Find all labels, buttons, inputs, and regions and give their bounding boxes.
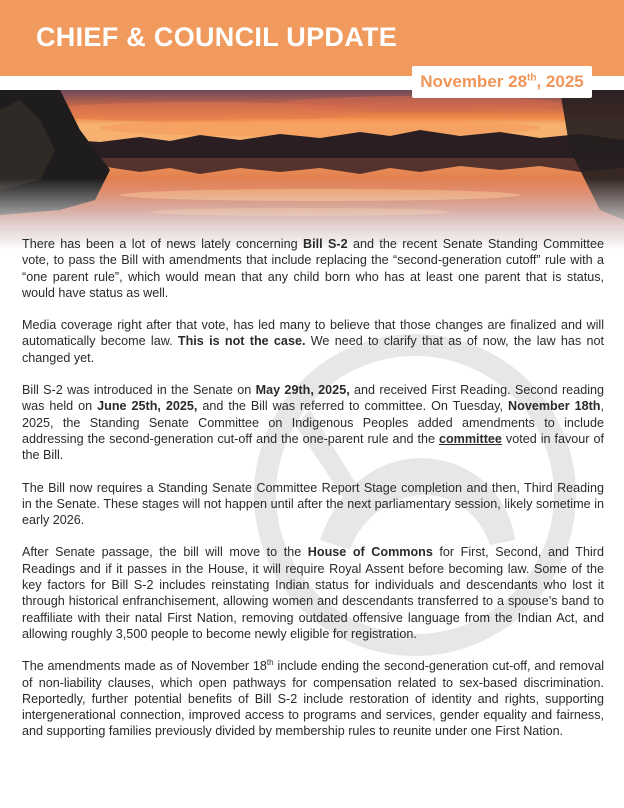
date-year: , 2025: [536, 72, 584, 91]
paragraph-2: [22, 317, 604, 366]
date-badge: [412, 66, 592, 98]
p3-text-c: and received First Reading. Second reading was held on: [22, 383, 605, 414]
p6-text-a: The amendments made as of November 18: [22, 659, 267, 674]
date-suffix: th: [527, 72, 537, 84]
paragraph-5: [22, 544, 604, 642]
article-body: [22, 236, 604, 756]
p1-text-a: There has been a lot of news lately concerning: [22, 237, 303, 251]
paragraph-4: [22, 480, 604, 529]
p3-text-i: voted in favour of the Bill.: [22, 431, 604, 463]
p2-text-c: We need to clarify that as of now, the law has not changed yet.: [22, 334, 604, 365]
p1-bold-bill: Bill S-2: [303, 237, 348, 251]
p2-bold-not-case: This is not the case.: [177, 334, 306, 349]
p3-text-a: Bill S-2 was introduced in the Senate on: [22, 383, 256, 398]
p3-bold-june: June 25th, 2025,: [97, 399, 198, 414]
date-main: November 28: [420, 72, 528, 91]
p3-text-e: and the Bill was referred to committee. On Tuesday,: [197, 399, 509, 414]
page-title: CHIEF & COUNCIL UPDATE: [36, 22, 398, 52]
paragraph-3: [22, 382, 604, 463]
p6-text-b: include ending the second-generation cut-off, and removal of non-liability clauses, which open pathways for compensation related to sex-based discrimination. Reportedly, further potential benefits of Bill S-2 include restoration of identity and rights, supporting intergenerational connection, improved access to programs and services, gender equality and fairness, and supporting families previously divided by membership rules to reunite under one First Nation.: [22, 659, 604, 739]
sunset-lake-photo: [0, 90, 624, 250]
p6-sup: th: [266, 658, 274, 668]
p1-text-c: and the recent Senate Standing Committee vote, to pass the Bill with amendments that include replacing the “second-generation cutoff” rule with a “one parent rule”, which would mean that any child born who has at least one parent that is status, would have status as well.: [22, 237, 604, 300]
paragraph-6: [22, 658, 604, 739]
p5-bold-house: House of Commons: [307, 545, 433, 560]
p3-committee-link: committee: [438, 431, 502, 446]
paragraph-1: [22, 236, 604, 301]
p3-bold-may: May 29th, 2025,: [255, 383, 350, 398]
header-banner: [0, 0, 624, 76]
p3-bold-november: November 18th: [508, 399, 601, 414]
sunset-lake-image: [0, 90, 624, 250]
p2-text-a: Media coverage right after that vote, has led many to believe that those changes are finalized and will automatically become law.: [22, 318, 604, 349]
p3-text-g: , 2025, the Standing Senate Committee on Indigenous Peoples added amendments to include addressing the second-generation cut-off and the one-parent rule and the: [22, 399, 604, 446]
p4-text-a: The Bill now requires a Standing Senate Committee Report Stage completion and then, Third Reading in the Senate. These stages will not happen until after the next parliamentary session, likely sometime in early 2026.: [22, 480, 604, 528]
p5-text-a: After Senate passage, the bill will move to the: [22, 545, 308, 560]
p5-text-c: for First, Second, and Third Readings and if it passes in the House, it will require Royal Assent before becoming law. Some of the key factors for Bill S-2 includes reinstating Indian status for individuals and descendants who lost it through historical enfranchisement, allowing women and descendants transferred to a spouse’s band to reaffiliate with their natal First Nation, removing outdated offensive language from the Indian Act, and allowing roughly 3,500 people to become newly eligible for registration.: [22, 545, 604, 641]
